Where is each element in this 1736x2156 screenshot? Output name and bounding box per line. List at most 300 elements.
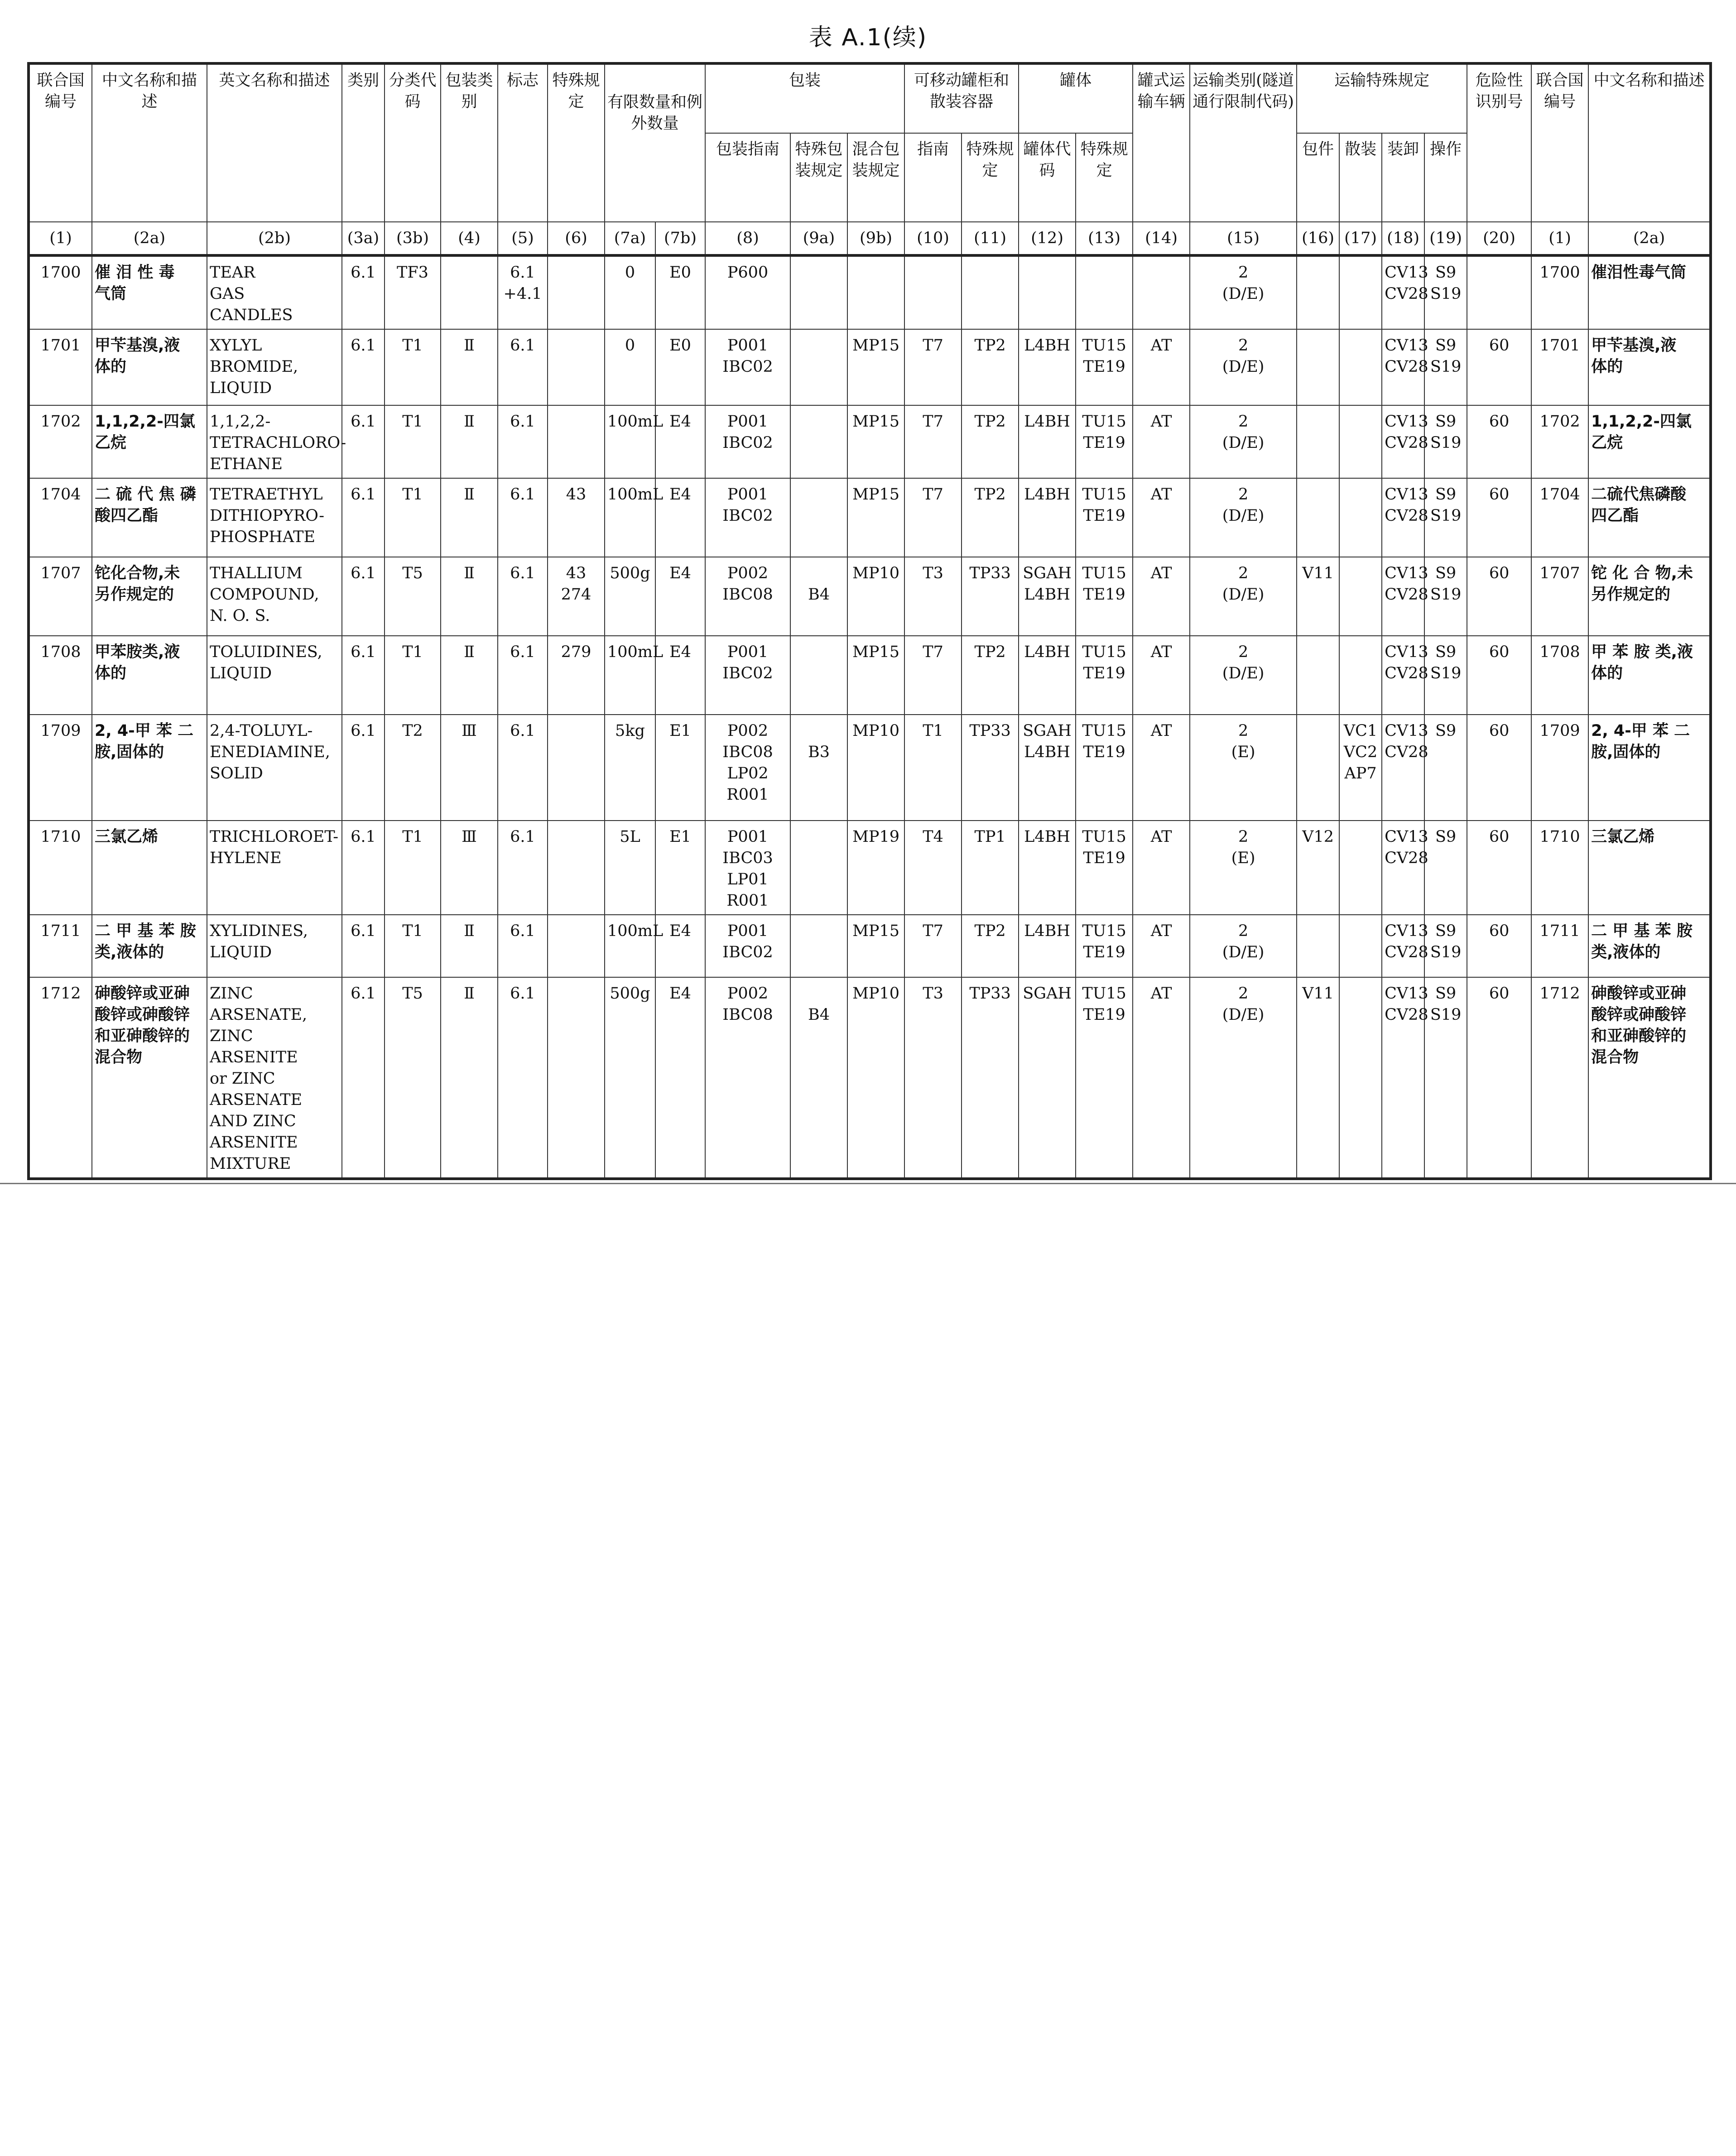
cell-c16 [1297, 915, 1339, 977]
cell-c5 [498, 557, 548, 636]
cell-line: TU15 [1082, 485, 1126, 504]
cell-c7a [605, 915, 664, 977]
cell-line: MP10 [852, 984, 899, 1003]
cell-line: TEAR [210, 264, 255, 282]
cell-c6 [548, 405, 605, 478]
cell-line: 60 [1489, 643, 1510, 661]
cell-line: CV13 [1385, 922, 1428, 940]
cell-line: T1 [923, 722, 943, 740]
cell-zh-r [1588, 977, 1711, 1179]
cell-line: TE19 [1083, 434, 1125, 452]
cell-line: E4 [669, 413, 691, 431]
cell-line: 体的 [1591, 358, 1623, 376]
cell-line [964, 262, 1016, 283]
cell-line: MP15 [852, 413, 899, 431]
cell-line: (E) [1231, 743, 1255, 761]
cell-line: P001 [727, 643, 769, 661]
cell-en [207, 636, 342, 715]
header-vehicle: 罐式运输车辆 [1133, 63, 1190, 222]
cell-line: TE19 [1083, 743, 1125, 761]
cell-line: S9 [1435, 336, 1457, 355]
cell-line: XYLYL [210, 336, 262, 355]
cell-c9a [790, 636, 847, 715]
cell-line: L4BH [1024, 743, 1070, 761]
cell-line: Ⅱ [464, 413, 475, 431]
cell-c11 [962, 329, 1019, 405]
column-number: (20) [1467, 222, 1531, 255]
cell-line: TU15 [1082, 564, 1126, 582]
cell-en [207, 557, 342, 636]
cell-line: 43 [566, 485, 587, 504]
cell-line: 铊化合物,未 [95, 564, 180, 582]
cell-c16 [1297, 977, 1339, 1179]
dangerous-goods-table [27, 62, 1712, 1180]
cell-line: S9 [1435, 413, 1457, 431]
cell-c6 [548, 478, 605, 557]
cell-c8 [705, 915, 790, 977]
cell-line: 酸锌或砷酸锌 [1591, 1006, 1687, 1024]
cell-line: CV13 [1385, 336, 1428, 355]
cell-line: 6.1 [510, 485, 535, 504]
cell-line: AT [1150, 643, 1172, 661]
cell-line: 2 [1238, 264, 1249, 282]
cell-c7b [655, 255, 705, 329]
cell-line: 6.1 [510, 922, 535, 940]
cell-line: AP7 [1344, 764, 1377, 783]
cell-line [550, 411, 602, 432]
cell-c15 [1190, 405, 1297, 478]
cell-line: TE19 [1083, 849, 1125, 867]
cell-c3a [342, 915, 385, 977]
cell-line: 甲苄基溴,液 [1591, 336, 1677, 355]
cell-c15 [1190, 977, 1297, 1179]
cell-c17 [1339, 715, 1382, 821]
cell-line: 5L [620, 828, 640, 846]
cell-line: 60 [1489, 413, 1510, 431]
cell-line: N. O. S. [210, 607, 270, 625]
table-row [29, 405, 1711, 478]
cell-line: HYLENE [210, 849, 282, 867]
cell-line: T1 [402, 922, 423, 940]
cell-line: 1708 [1539, 643, 1580, 661]
cell-c20 [1467, 636, 1531, 715]
cell-line: CV28 [1385, 507, 1428, 525]
cell-line: ETHANE [210, 455, 283, 473]
cell-line [550, 983, 602, 1004]
cell-c9b [847, 715, 904, 821]
column-number: (9b) [847, 222, 904, 255]
cell-line: 1701 [40, 336, 81, 355]
cell-c9a [790, 255, 847, 329]
cell-c8 [705, 557, 790, 636]
cell-line: 1,1,2,2-四氯 [1591, 413, 1692, 431]
cell-line: 6.1 [351, 722, 376, 740]
cell-line: Ⅱ [464, 984, 475, 1003]
cell-zh [92, 977, 207, 1179]
cell-line: TP2 [974, 413, 1006, 431]
cell-line: ARSENATE [210, 1091, 303, 1109]
cell-c8 [705, 821, 790, 915]
cell-line: 6.1 [351, 643, 376, 661]
cell-c3a [342, 405, 385, 478]
cell-c14 [1133, 405, 1190, 478]
cell-line: AT [1150, 984, 1172, 1003]
cell-line: (D/E) [1222, 1006, 1265, 1024]
column-number: (11) [962, 222, 1019, 255]
cell-c9a [790, 557, 847, 636]
cell-line: CV28 [1385, 743, 1428, 761]
cell-line: S19 [1430, 434, 1462, 452]
cell-c7b [655, 715, 705, 821]
cell-en [207, 255, 342, 329]
cell-line [793, 411, 845, 432]
cell-c3a [342, 557, 385, 636]
cell-line: 和亚砷酸锌的 [95, 1027, 190, 1045]
cell-c14 [1133, 977, 1190, 1179]
cell-zh-r [1588, 405, 1711, 478]
cell-line: or ZINC [210, 1070, 275, 1088]
cell-line: CANDLES [210, 306, 293, 324]
cell-line: TE19 [1083, 664, 1125, 682]
cell-c14 [1133, 915, 1190, 977]
cell-line: TE19 [1083, 507, 1125, 525]
cell-line [1299, 484, 1337, 505]
cell-line: COMPOUND, [210, 586, 319, 604]
column-number: (2b) [207, 222, 342, 255]
cell-line: 气筒 [95, 285, 127, 303]
header-un-no: 联合国编号 [29, 63, 92, 222]
cell-line: 500g [610, 984, 650, 1003]
cell-line: Ⅱ [464, 643, 475, 661]
column-number: (15) [1190, 222, 1297, 255]
cell-c10 [904, 405, 962, 478]
cell-c10 [904, 478, 962, 557]
cell-c3a [342, 255, 385, 329]
cell-c4 [441, 405, 498, 478]
cell-c9b [847, 915, 904, 977]
cell-line: L4BH [1024, 336, 1070, 355]
cell-line: T3 [923, 984, 943, 1003]
cell-c3b [385, 715, 441, 821]
cell-line: 甲 苯 胺 类,液 [1591, 643, 1693, 661]
cell-line: S19 [1430, 943, 1462, 961]
header-class-code: 分类代码 [385, 63, 441, 222]
cell-c10 [904, 557, 962, 636]
cell-un-r [1531, 715, 1588, 821]
cell-line: E4 [669, 564, 691, 582]
cell-c7a [605, 977, 655, 1179]
cell-line: S9 [1435, 643, 1457, 661]
cell-line: TU15 [1082, 984, 1126, 1003]
column-number: (3a) [342, 222, 385, 255]
cell-line [1021, 262, 1073, 283]
cell-c12 [1019, 821, 1076, 915]
cell-c11 [962, 915, 1019, 977]
cell-c5 [498, 636, 548, 715]
cell-c13 [1076, 715, 1133, 821]
cell-line: TE19 [1083, 943, 1125, 961]
cell-c6 [548, 977, 605, 1179]
cell-line: CV28 [1385, 664, 1428, 682]
cell-line: T3 [923, 564, 943, 582]
cell-c16 [1297, 255, 1339, 329]
cell-line: 6.1 [351, 336, 376, 355]
cell-zh [92, 557, 207, 636]
cell-c3b [385, 478, 441, 557]
cell-zh [92, 915, 207, 977]
cell-c5 [498, 821, 548, 915]
cell-line: MP10 [852, 564, 899, 582]
cell-line: AT [1150, 564, 1172, 582]
cell-c9a [790, 478, 847, 557]
cell-line [1135, 262, 1187, 283]
cell-c3b [385, 329, 441, 405]
cell-line: S19 [1430, 285, 1462, 303]
cell-c4 [441, 329, 498, 405]
column-number: (1) [1531, 222, 1588, 255]
cell-line: 1710 [1539, 828, 1580, 846]
column-number: (6) [548, 222, 605, 255]
cell-line: 2,4-TOLUYL- [210, 722, 313, 740]
cell-line: MIXTURE [210, 1155, 291, 1173]
cell-line: 100mL [607, 922, 664, 940]
cell-line: TETRACHLORO- [210, 434, 346, 452]
cell-c7a [605, 255, 655, 329]
cell-c18 [1382, 329, 1428, 405]
cell-line: LP01 [727, 870, 769, 888]
cell-c11 [962, 821, 1019, 915]
cell-line: ARSENATE, [210, 1006, 308, 1024]
cell-line: E1 [669, 828, 691, 846]
cell-line: 6.1 [510, 643, 535, 661]
cell-c8 [705, 255, 790, 329]
cell-c19 [1424, 915, 1467, 977]
cell-zh [92, 329, 207, 405]
header-loading: 装卸 [1382, 133, 1424, 222]
cell-c3a [342, 329, 385, 405]
cell-en [207, 329, 342, 405]
cell-line: SGAH [1023, 722, 1072, 740]
cell-c16 [1297, 478, 1339, 557]
cell-line: 274 [561, 586, 591, 604]
cell-line: TETRAETHYL [210, 485, 323, 504]
cell-line: TU15 [1082, 722, 1126, 740]
cell-c6 [548, 715, 605, 821]
cell-line: L4BH [1024, 586, 1070, 604]
cell-line: 6.1 [351, 828, 376, 846]
cell-line: TE19 [1083, 358, 1125, 376]
cell-c14 [1133, 821, 1190, 915]
cell-c9b [847, 255, 904, 329]
cell-line: CV13 [1385, 413, 1428, 431]
cell-line [1342, 563, 1379, 584]
cell-en [207, 915, 342, 977]
cell-line: CV28 [1385, 943, 1428, 961]
cell-line: CV13 [1385, 984, 1428, 1003]
table-row [29, 557, 1711, 636]
cell-line: 2, 4-甲 苯 二 [1591, 722, 1690, 740]
cell-line: 6.1 [510, 413, 535, 431]
table-row [29, 329, 1711, 405]
cell-line: Ⅱ [464, 564, 475, 582]
cell-c13 [1076, 636, 1133, 715]
cell-line: 1711 [40, 922, 81, 940]
cell-line: TE19 [1083, 586, 1125, 604]
cell-line: CV28 [1385, 358, 1428, 376]
table-row [29, 478, 1711, 557]
cell-un-r [1531, 977, 1588, 1179]
cell-line [1299, 642, 1337, 663]
cell-line [1342, 921, 1379, 942]
cell-line [550, 262, 602, 283]
cell-un [29, 915, 92, 977]
cell-c9b [847, 405, 904, 478]
column-number: (17) [1339, 222, 1382, 255]
cell-c10 [904, 977, 962, 1179]
cell-line: S19 [1430, 358, 1462, 376]
cell-line: (E) [1231, 849, 1255, 867]
cell-c6 [548, 329, 605, 405]
cell-line: 1700 [40, 264, 81, 282]
cell-c3b [385, 557, 441, 636]
cell-un-r [1531, 405, 1588, 478]
cell-c6 [548, 821, 605, 915]
cell-un [29, 255, 92, 329]
header-packing-group: 包装类别 [441, 63, 498, 222]
cell-c20 [1467, 329, 1531, 405]
cell-line: P002 [727, 564, 769, 582]
cell-line: (D/E) [1222, 358, 1265, 376]
cell-line: 四乙酯 [1591, 507, 1639, 525]
cell-line: S19 [1430, 1006, 1462, 1024]
cell-line: R001 [726, 892, 769, 910]
cell-line: T1 [402, 485, 423, 504]
cell-c20 [1467, 821, 1531, 915]
cell-line: 60 [1489, 922, 1510, 940]
cell-line: S9 [1435, 984, 1457, 1003]
cell-line: P002 [727, 984, 769, 1003]
cell-c15 [1190, 636, 1297, 715]
cell-line [550, 921, 602, 942]
cell-line: 1710 [40, 828, 81, 846]
cell-line: 1712 [40, 984, 81, 1003]
cell-line: 甲苯胺类,液 [95, 643, 180, 661]
cell-c12 [1019, 636, 1076, 715]
cell-c13 [1076, 557, 1133, 636]
cell-c10 [904, 636, 962, 715]
cell-line: TU15 [1082, 828, 1126, 846]
cell-c4 [441, 636, 498, 715]
cell-c17 [1339, 329, 1382, 405]
cell-line [1342, 335, 1379, 356]
cell-line: V12 [1302, 828, 1334, 846]
cell-c16 [1297, 821, 1339, 915]
cell-c11 [962, 255, 1019, 329]
cell-line [1078, 262, 1130, 283]
cell-c20 [1467, 557, 1531, 636]
cell-c7a [605, 715, 655, 821]
cell-c3b [385, 915, 441, 977]
cell-line: 二 甲 基 苯 胺 [1591, 922, 1693, 940]
cell-c18 [1382, 821, 1428, 915]
cell-c9a [790, 329, 847, 405]
cell-line: TP2 [974, 336, 1006, 355]
cell-line: IBC08 [722, 586, 773, 604]
cell-line: 混合物 [95, 1048, 143, 1066]
header-portable-tanks: 可移动罐柜和散装容器 [904, 63, 1019, 133]
cell-un [29, 478, 92, 557]
cell-line: AT [1150, 722, 1172, 740]
column-number: (16) [1297, 222, 1339, 255]
cell-line: 6.1 [510, 564, 535, 582]
column-number: (1) [29, 222, 92, 255]
cell-line: B4 [808, 586, 830, 604]
cell-c13 [1076, 255, 1133, 329]
header-packaging: 包装 [705, 63, 904, 133]
table-row [29, 915, 1711, 977]
cell-line: S9 [1435, 922, 1457, 940]
cell-c19 [1424, 478, 1467, 557]
cell-line: (D/E) [1222, 943, 1265, 961]
cell-line: 500g [610, 564, 650, 582]
cell-line: 催 泪 性 毒 [95, 264, 175, 282]
cell-c13 [1076, 329, 1133, 405]
cell-c10 [904, 255, 962, 329]
cell-c12 [1019, 715, 1076, 821]
cell-c8 [705, 977, 790, 1179]
cell-line: Ⅲ [462, 722, 477, 740]
cell-line: 6.1 [351, 413, 376, 431]
cell-line: 1707 [40, 564, 81, 582]
cell-line: (D/E) [1222, 285, 1265, 303]
header-tank-code: 罐体代码 [1019, 133, 1076, 222]
cell-line: 2 [1238, 336, 1249, 355]
cell-c13 [1076, 977, 1133, 1179]
cell-line: P001 [727, 413, 769, 431]
cell-c4 [441, 977, 498, 1179]
cell-c6 [548, 915, 605, 977]
cell-c3b [385, 636, 441, 715]
cell-zh-r [1588, 478, 1711, 557]
header-hazard-id: 危险性识别号 [1467, 63, 1531, 222]
cell-c18 [1382, 478, 1428, 557]
cell-line: TP2 [974, 485, 1006, 504]
cell-line: 体的 [1591, 664, 1623, 682]
cell-line: 60 [1489, 984, 1510, 1003]
cell-c9a [790, 915, 847, 977]
cell-line: S9 [1435, 828, 1457, 846]
cell-line [1299, 921, 1337, 942]
cell-line: S19 [1430, 664, 1462, 682]
cell-line: (D/E) [1222, 664, 1265, 682]
header-tank-special: 特殊规定 [962, 133, 1019, 222]
cell-line: 43 [566, 564, 587, 582]
cell-line: LIQUID [210, 379, 272, 397]
cell-c9a [790, 405, 847, 478]
cell-line: ARSENITE [210, 1133, 298, 1152]
cell-line: 体的 [95, 664, 127, 682]
cell-line: CV28 [1385, 586, 1428, 604]
cell-c18 [1382, 636, 1428, 715]
cell-line: T2 [402, 722, 423, 740]
cell-line: 二 甲 基 苯 胺 [95, 922, 196, 940]
cell-line: 类,液体的 [1591, 943, 1661, 961]
cell-c20 [1467, 715, 1531, 821]
cell-c17 [1339, 478, 1382, 557]
cell-c17 [1339, 405, 1382, 478]
cell-c13 [1076, 478, 1133, 557]
cell-c11 [962, 405, 1019, 478]
